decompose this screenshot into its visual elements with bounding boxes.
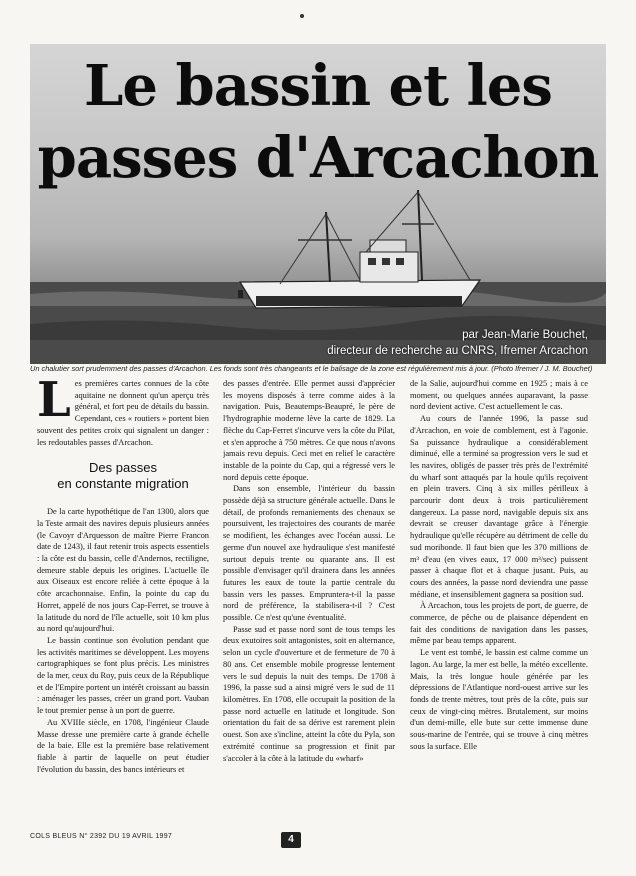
section-subhead: [37, 460, 209, 492]
page-number: 4: [281, 832, 301, 848]
paragraph: Le bassin continue son évolution pendant que les activités maritimes se développent. Les moyens cartographiques se font plus précis. Les ministres de la mer, ceux du Roy, puis ceux de la République et de l'Empire portent un intérêt croissant au bassin : aménager les passes, créer un grand port. Vauban le tout premier pense à un port de guerre.: [37, 635, 209, 716]
drop-cap: L: [37, 378, 71, 428]
article-title-line-2: passes d'Arcachon: [37, 125, 599, 191]
article-title-line-1: Le bassin et les: [84, 53, 552, 119]
paragraph: Le vent est tombé, le bassin est calme comme un lagon. Au large, la mer est belle, la météo excellente. Mais, la très longue houle générée par les dépressions de l'Atlantique nord-ouest arrive sur les fonds de trente mètres, tout près de la côte, puis sur ceux de vingt-cinq mètres. Brutalement, sur moins d'un demi-mille, elle bute sur cette immense dune sous-marine de l'entrée, qui se trouve à cinq mètres sous la surface. Elle: [410, 648, 588, 751]
byline-author: par Jean-Marie Bouchet,: [462, 329, 588, 341]
header-photo: [30, 44, 606, 364]
paragraph: de la Salie, aujourd'hui comme en 1925 ; mais à ce moment, ou quelques années auparavant, la passe nord devient active. C'est actuellement le cas.: [410, 379, 588, 412]
paragraph: De la carte hypothétique de l'an 1300, alors que la Teste armait des navires depuis plusieurs années (le Cavoyr d'Arquesson de maître Pierre Francon date de 1243), il faut retenir trois aspects essentiels : la côte est du bassin, celle d'Andernos, rectiligne, demeure stable depuis les origines. L'actuelle île aux Oiseaux est encore reliée à cette époque à la côte arcachonnaise. Enfin, la pointe du cap du Horret, appelé de nos jours Cap-Ferret, se trouve à la latitude du nord de l'île actuelle, soit 10 km plus au nord qu'aujourd'hui.: [37, 507, 209, 634]
lead-paragraph: [37, 378, 209, 448]
paragraph: À Arcachon, tous les projets de port, de guerre, de commerce, de pêche ou de plaisance dépendent en fait des conditions de navigation dans les passes, même par beau temps apparent.: [410, 601, 588, 646]
subhead-line-1: Des passes: [89, 460, 157, 476]
paragraph: Au XVIIIe siècle, en 1708, l'ingénieur Claude Masse dresse une première carte à grande échelle de la baie. Elle est la première base relativement fiable à partir de laquelle on peut étudier l'évolution du bassin, des bancs intérieurs et: [37, 717, 209, 774]
lead-text: es premières cartes connues de la côte aquitaine ne donnent qu'un aperçu très général, et fort peu de détails du bassin. Cependant, ces « routiers » portent bien souvent des petites croix qui signalent un danger : les redoutables passes d'Arcachon.: [37, 379, 209, 447]
subhead-line-2: en constante migration: [57, 476, 189, 492]
publication-footer: COLS BLEUS N° 2392 DU 19 AVRIL 1997: [30, 833, 173, 840]
paragraph: Dans son ensemble, l'intérieur du bassin possède déjà sa structure générale actuelle. Dans le détail, de profonds remaniements des chenaux se poursuivent, les trajectoires des courants de marée se modifient, les échanges avec l'océan aussi. Le germe d'un nouvel axe hydraulique s'est manifesté surtout depuis trente ou quarante ans. Il est possible d'envisager qu'il drainera dans les années futures les eaux de toute la partie centrale du bassin vers les passes. Emprunterа-t-il la passe nord de préférence, la stabilisera-t-il ? C'est possible. Ce n'est qu'une éventualité.: [223, 484, 395, 623]
paragraph: Au cours de l'année 1996, la passe sud d'Arcachon, en voie de comblement, est à l'agonie. Sa puissance hydraulique a considérablement diminué, elle a terminé sa progression vers le sud et les navires, obligés de passer très près de l'extrémité du wharf sont attaqués par la houle qu'ils reçoivent en plein travers. Cinq à six milles périlleux à parcourir dont deux à trois particulièrement dangereux. La passe nord, navigable depuis six ans devrait se creuser davantage grâce à l'énergie hydraulique qu'elle récupère au détriment de celle du sud moribonde. Il faut bien que les 370 millions de m³ d'eau (en vives eaux, 17 000 m³/sec) puissent passer à chaque flot et à chaque jusant. Puis, au cours des années, la passe nord deviendra une passe médiane, et insensiblement gagnera sa position sud.: [410, 414, 588, 599]
byline-role: directeur de recherche au CNRS, Ifremer Arcachon: [327, 345, 588, 357]
text-column-2: [223, 378, 395, 832]
page-mark: [300, 14, 304, 18]
paragraph: des passes d'entrée. Elle permet aussi d'apprécier les moyens disposés à terre comme aides à la navigation. Puis, Beautemps-Beaupré, le père de l'hydrographie moderne lève la carte de 1829. La flèche du Cap-Ferret s'incurve vers la côte du Pilat, et s'en approche à 750 mètres. Ce que nous n'avons jamais revu depuis. Ceci met en relief le caractère instable de la pointe du Cap, qui a régressé vers le nord depuis cette époque.: [223, 379, 395, 482]
byline: [327, 327, 588, 359]
text-column-3: [410, 378, 588, 832]
photo-caption: Un chalutier sort prudemment des passes d'Arcachon. Les fonds sont très changeants et le balisage de la zone est régulièrement mis à jour. (Photo Ifremer / J. M. Bouchet): [30, 364, 593, 373]
text-column-1: [37, 378, 209, 796]
paragraph: Passe sud et passe nord sont de tous temps les deux exutoires soit antagonistes, soit en alternance, selon un cycle d'ouverture et de fermeture de 70 à 80 ans. Cet ensemble mobile progresse lentement vers le sud depuis la nuit des temps. De 1708 à 1996, la passe sud a ainsi migré vers le sud de 11 kilomètres. En 1708, elle occupait la position de la passe nord actuelle en latitude et longitude. Son orientation du fait de sa dérive est rarement plein ouest. Son axe s'incline, atteint la côte du Pyla, son extrémité continue sa progression et finit par s'accoler à la côte à la latitude du «wharf»: [223, 624, 395, 763]
